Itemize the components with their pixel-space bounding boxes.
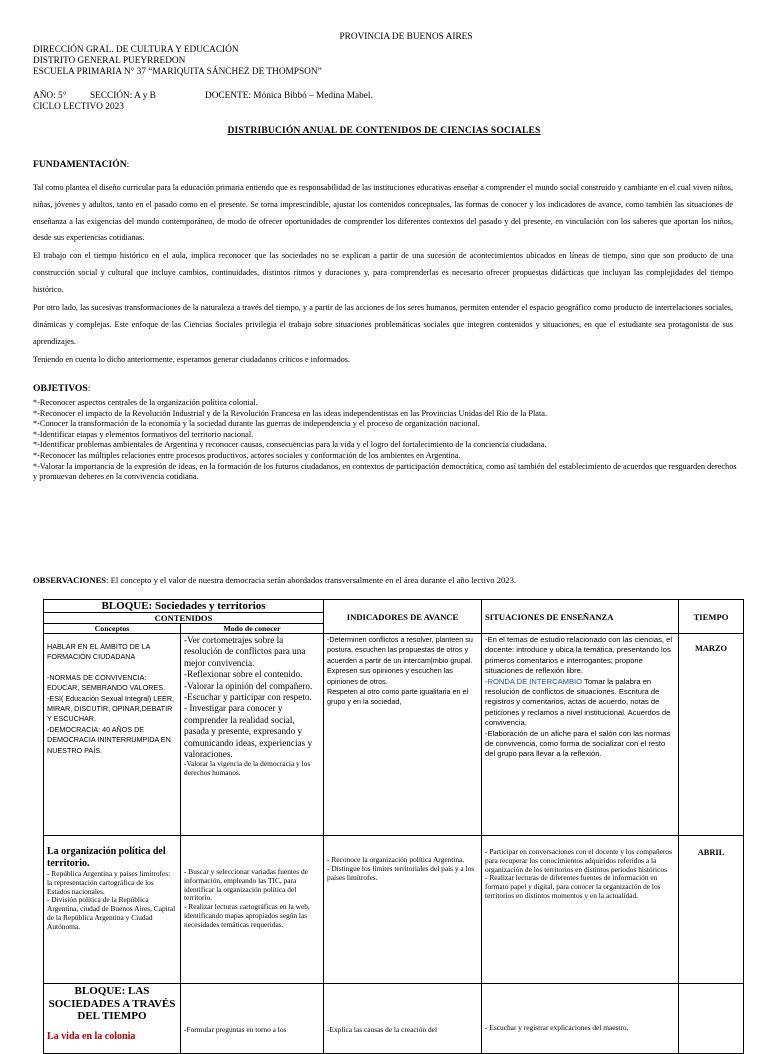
- row3-indicadores: -Explica las causas de la creación del: [324, 984, 482, 1054]
- modo-header: Modo de conocer: [181, 624, 324, 634]
- objetivo-item: *-Reconocer aspectos centrales de la organización política colonial.: [33, 398, 258, 407]
- row3-modo: -Formular preguntas en torno a los: [181, 984, 324, 1054]
- indicadores-header: INDICADORES DE AVANCE: [324, 600, 482, 634]
- situaciones-header: SITUACIONES DE ENSEÑANZA: [482, 600, 679, 634]
- fundamentacion-paragraph-1: Tal como plantea el diseño curricular para la educación primaria entiendo que es responsabilidad de las instituciones educativas enseñar a comprender el mundo social construido y cambiante en el cual viven niños, niñas, jóvenes y adultos, tanto en el pasado como en el presente. Se torna imprescindible, ajustar los contenidos conceptuales, las formas de conocer y los indicadores de avance, como también las situaciones de enseñanza a las exigencias del mundo contemporáneo, de modo de ofrecer oportunidades de comprender los diferentes contextos del pasado y del presente, en vinculación con los saberes que aportan los niños, desde sus experiencias cotidianas.: [33, 183, 733, 243]
- conceptos-header: Conceptos: [44, 624, 181, 634]
- row1-indicadores: -Determinen conflictos a resolver, planteen su postura, escuchen las propuestas de otros y acuerden a partir de un intercam|mbio grupal. Expresen sus opiniones y escuchen las opiniones de otros. Respeten al otro como parte igualitaria en el grupo y en la sociedad,: [324, 634, 482, 836]
- contents-table: [43, 599, 744, 1054]
- row2-conceptos: La organización política del territorio. - República Argentina y países limítrofes: la representación cartográfica de los Estados nacionales. - División política de la República Argentina, ciudad de Buenos Aires, Capital de la República Argentina y Ciudad Autónoma.: [44, 836, 181, 984]
- objetivo-item: *-Reconocer las múltiples relaciones entre procesos productivos, actores sociales y conformación de los ambientes en Argentina.: [33, 450, 461, 460]
- header-line-1: DIRECCIÓN GRAL. DE CULTURA Y EDUCACIÓN: [33, 45, 239, 55]
- contenidos-header: CONTENIDOS: [44, 613, 324, 624]
- row1-conceptos: HABLAR EN EL ÁMBITO DE LA FORMACIÓN CIUDADANA -NORMAS DE CONVIVENCIA: EDUCAR, SEMBRANDO VALORES. -ESI( Educación Sexual Integral) LEER, MIRAR, DISCUTIR, OPINAR,DEBATIR Y ESCUCHAR. -DEMOCRACIA: 40 AÑOS DE DEMOCRACIA ININTERRUMPIDA EN NUESTRO PAÍS.: [44, 634, 181, 836]
- row2-tiempo: ABRIL: [679, 836, 744, 984]
- objetivo-item: *-Identificar problemas ambientales de Argentina y reconocer causas, consecuencias para la vida y el logro del fortalecimiento de la conciencia ciudadana.: [33, 440, 547, 450]
- fundamentacion-paragraph-4: Teniendo en cuenta lo dicho anteriormente, esperamos generar ciudadanos críticos e informados.: [33, 355, 351, 364]
- header-line-3: ESCUELA PRIMARIA N° 37 “MARIQUITA SÁNCHEZ DE THOMPSON”: [33, 67, 322, 77]
- objetivo-item: *-Reconocer el impacto de la Revolución Industrial y de la Revolución Francesa en las ideas independentistas en las Provincias Unidas del Río de la Plata.: [33, 408, 548, 418]
- row2-situaciones: - Participar en conversaciones con el docente y los compañeros para recuperar los conocimientos adquiridos referidos a la organización de los territorios en distintos períodos históricos - Realizar lecturas de diferentes fuentes de información en formato papel y digital, para conocer la organización de los territorios en distintos momentos y en la actualidad.: [482, 836, 679, 984]
- row3-tiempo: [679, 984, 744, 1054]
- bloque-2-header: BLOQUE: LAS SOCIEDADES A TRAVÉS DEL TIEMPO: [48, 985, 176, 1022]
- cycle-label: CICLO LECTIVO 2023: [33, 102, 124, 112]
- observaciones: [33, 575, 516, 585]
- row1-situaciones: -En el temas de estudio relacionado con las ciencias, el docente: introduce y ubica la temática, presentando los primeros comentarios e interrogantes; propone situaciones de reflexión libre. -RONDA DE INTERCAMBIO Tomar la palabra en resolución de conflictos de situaciones. Escritura de registros y comentarios, actas de acuerdo, notas de peticiones y reclamos a nivel institucional. Acuerdos de convivencia. -Elaboración de un afiche para el salón con las normas de convivencia, como forma de socializar con el resto del grupo para llevar a la reflexión.: [482, 634, 679, 836]
- header-line-2: DISTRITO GENERAL PUEYRREDON: [33, 56, 186, 66]
- objetivo-item: *-Identificar etapas y elementos formativos del territorio nacional.: [33, 429, 254, 439]
- tiempo-header: TIEMPO: [679, 600, 744, 634]
- row3-situaciones: - Escuchar y registrar explicaciones del maestro,: [482, 984, 679, 1054]
- row2-indicadores: - Reconoce la organización política Argentina. - Distingue los límites territoriales del país y a los países limítrofes.: [324, 836, 482, 984]
- bloque-1-header: BLOQUE: Sociedades y territorios: [44, 600, 324, 613]
- province-title: PROVINCIA DE BUENOS AIRES: [339, 32, 473, 42]
- objetivo-item: *-Conocer la transformación de la economía y la sociedad durante las guerras de independencia y el proceso de organización nacional.: [33, 419, 480, 429]
- fundamentacion-paragraph-3: Por otro lado, las sucesivas transformaciones de la naturaleza a través del tiempo, y a partir de las acciones de los seres humanos, permiten entender el espacio geográfico como producto de interrelaciones sociales, dinámicas y complejas. Este enfoque de las Ciencias Sociales privilegia el trabajo sobre situaciones problemáticas sociales que integren contenidos y situaciones, en que el estudiante sea protagonista de sus aprendizajes.: [33, 303, 733, 346]
- row3-red-title: La vida en la colonia: [47, 1030, 136, 1042]
- year-label: AÑO: 5°: [33, 91, 67, 101]
- row2-title: La organización política del territorio.: [47, 846, 166, 869]
- fundamentacion-paragraph-2: El trabajo con el tiempo histórico en el aula, implica reconocer que las sociedades no se explican a partir de una sucesión de acontecimientos ubicados en líneas de tiempo, sino que son producto de una construcción social y cultural que incluye cambios, continuidades, distintos ritmos y duraciones y, para comprenderlas es necesario ofrecer propuestas didácticas que incluyan las complejidades del tiempo histórico.: [33, 251, 733, 294]
- row1-modo: -Ver cortometrajes sobre la resolución de conflictos para una mejor convivencia. -Reflexionar sobre el contenido. -Valorar la opinión del compañero. -Escuchar y participar con respeto. - Investigar para conocer y comprender la realidad social, pasada y presente, expresando y comunicando ideas, experiencias y valoraciones. -Valorar la vigencia de la democracia y los derechos humanos.: [181, 634, 324, 836]
- fundamentacion-heading: FUNDAMENTACIÓN:: [33, 159, 130, 170]
- row1-tiempo: MARZO: [679, 634, 744, 836]
- objetivos-heading: OBJETIVOS:: [33, 383, 91, 394]
- document-title: DISTRIBUCIÓN ANUAL DE CONTENIDOS DE CIENCIAS SOCIALES: [227, 126, 541, 136]
- objetivo-item: *-Valorar la importancia de la expresión de ideas, en la formación de los futuros ciudadanos, en contextos de participación democrática, como así también del establecimiento de acuerdos que resguarden derechos y promuevan deberes en la convivencia cotidiana.: [33, 461, 737, 482]
- row2-modo: - Buscar y seleccionar variadas fuentes de información, empleando las TIC, para identificar la organización política del territorio. - Realizar lecturas cartográficas en la web, identificando mapas apropiados según las necesidades temáticas requeridas.: [181, 836, 324, 984]
- objetivos-list: [33, 398, 738, 483]
- row3-conceptos: [44, 984, 181, 1054]
- observaciones-heading: OBSERVACIONES: [33, 575, 107, 585]
- section-label: SECCIÓN: A y B: [90, 91, 156, 101]
- teacher-label: DOCENTE: Mónica Bibbó – Medina Mabel.: [205, 91, 373, 101]
- observaciones-text: : El concepto y el valor de nuestra democracia serán abordados transversalmente en el área durante el año lectivo 2023.: [106, 575, 517, 585]
